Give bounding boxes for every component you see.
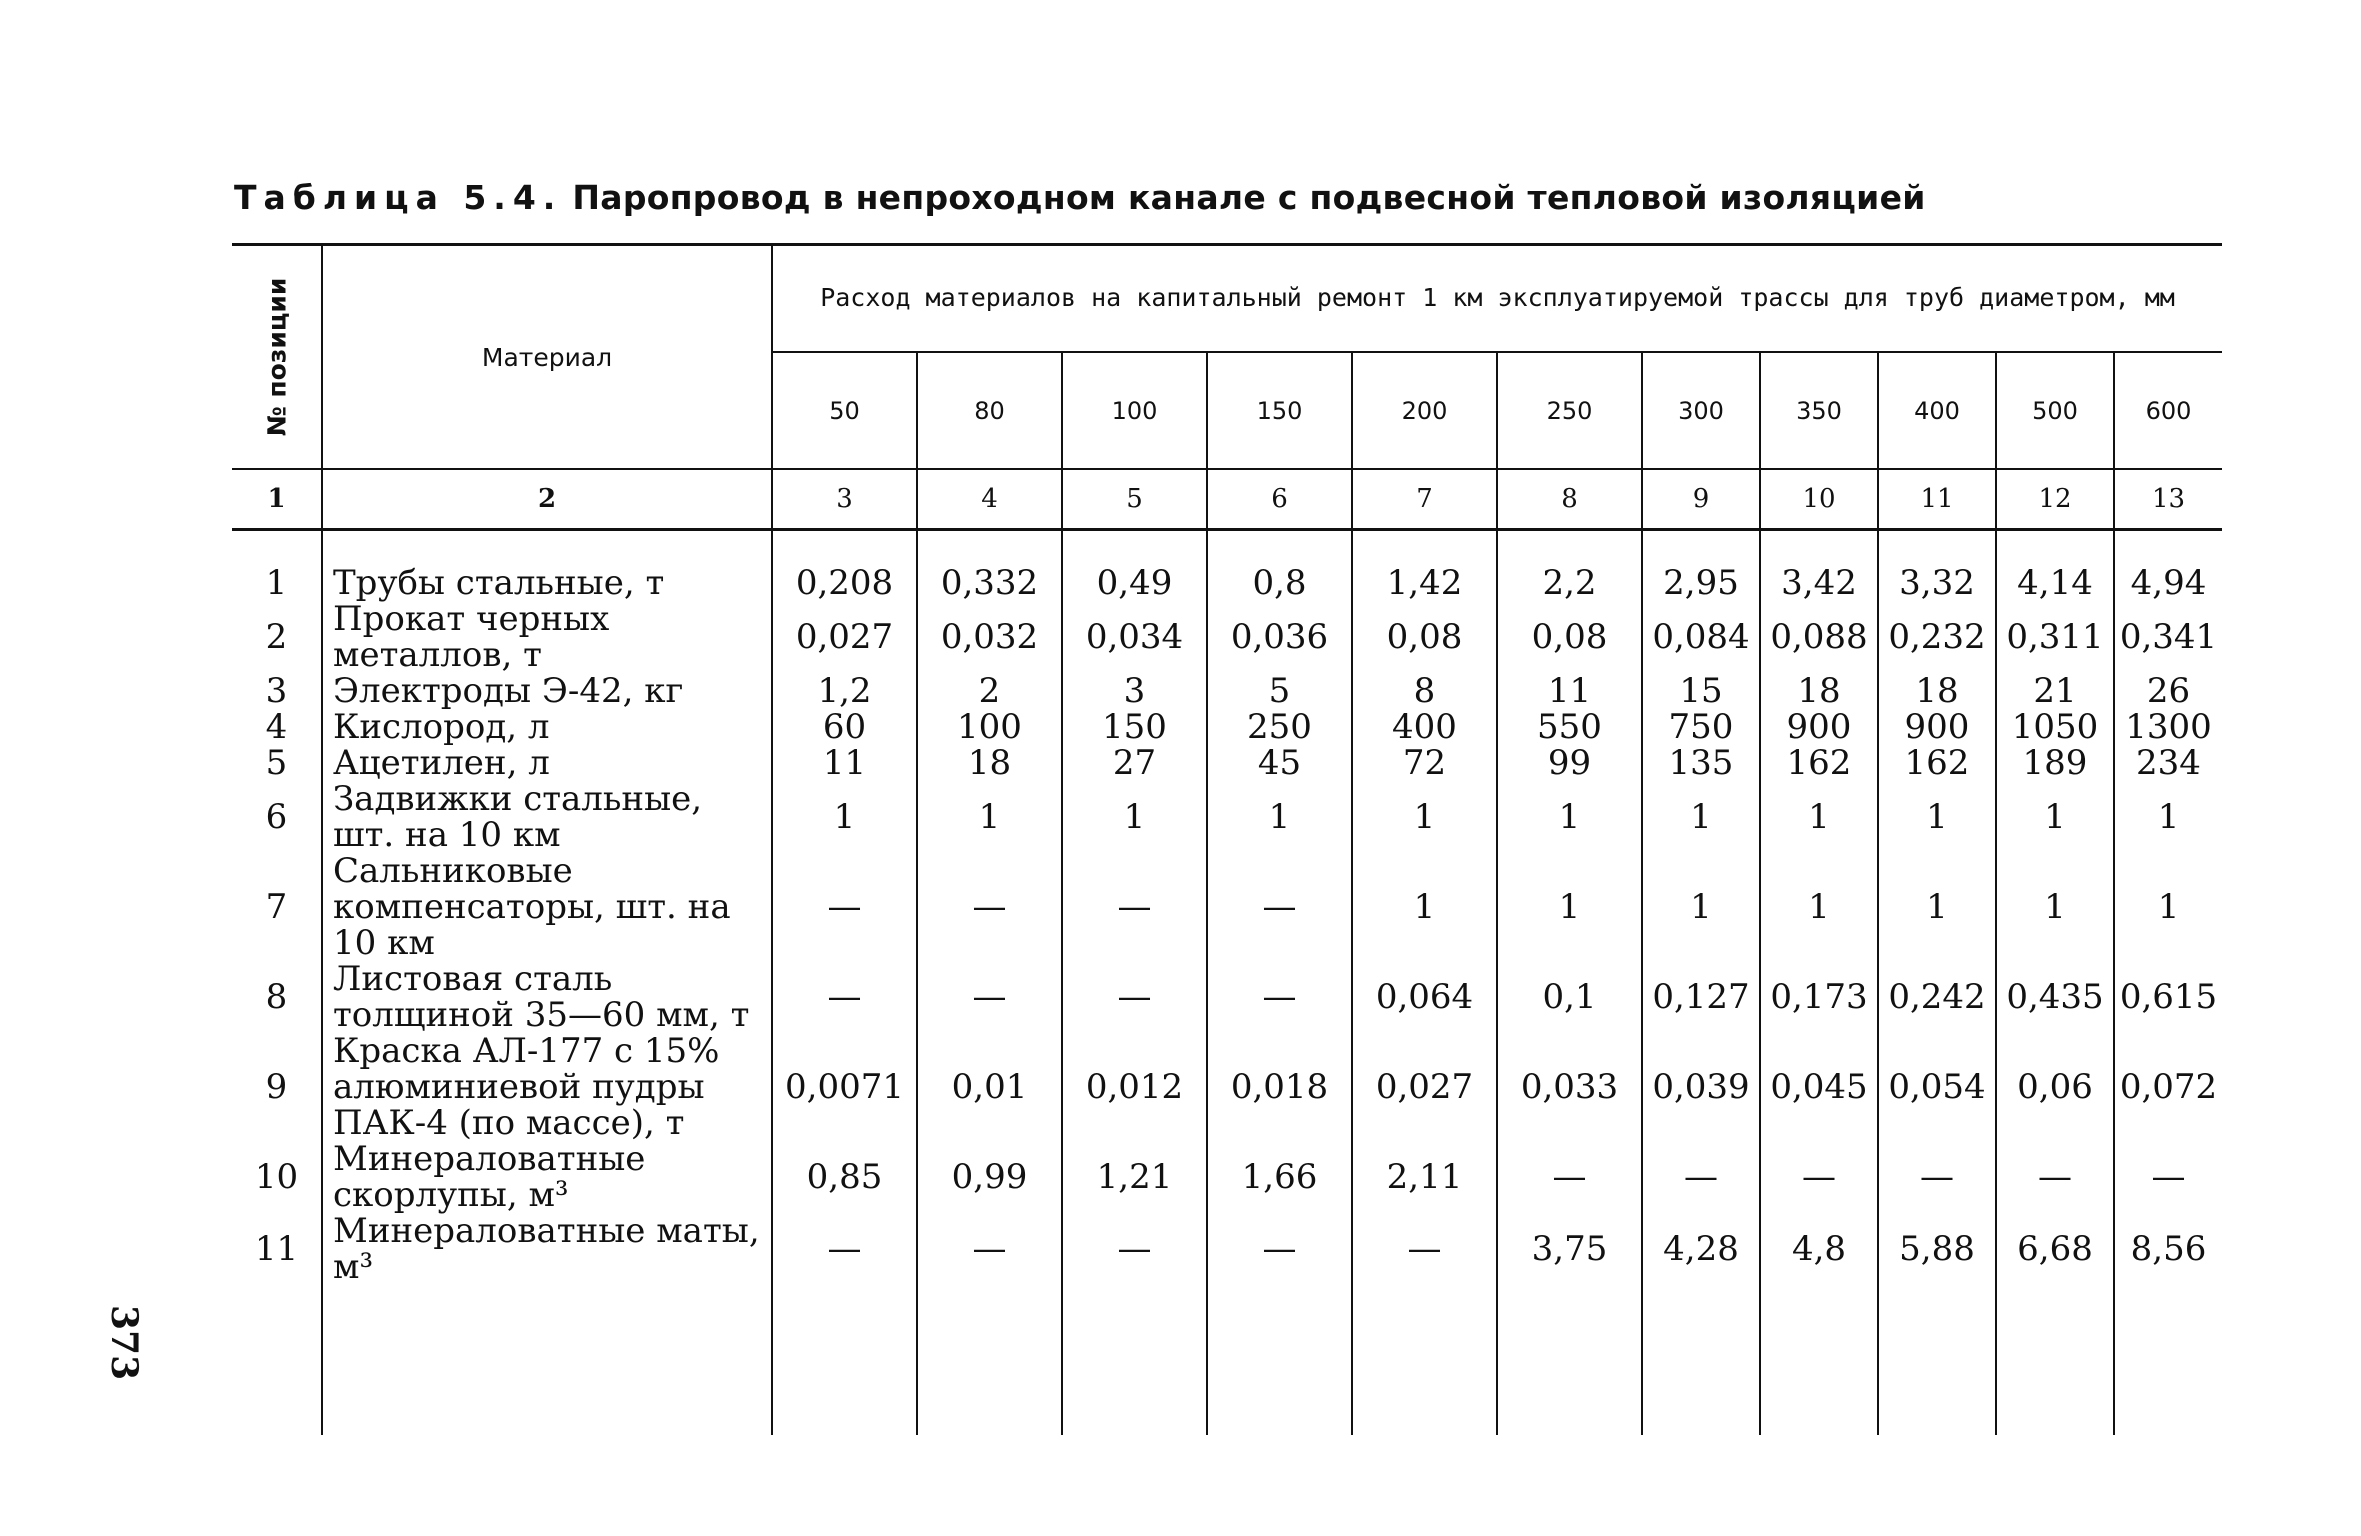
- table-row: [232, 601, 2222, 673]
- column-number: 7: [1352, 469, 1497, 530]
- row-value: 0,311: [1996, 601, 2114, 673]
- row-value: 1: [2157, 887, 2180, 927]
- header-row-span: [232, 245, 2222, 353]
- filler-cell: [1207, 1285, 1352, 1435]
- row-value: 1: [1497, 853, 1642, 961]
- row-value: 0,027: [1352, 1033, 1497, 1141]
- row-value: 11: [772, 745, 917, 781]
- row-position: 1: [232, 530, 322, 602]
- row-value: 0,018: [1207, 1033, 1352, 1141]
- row-value: —: [1497, 1141, 1642, 1213]
- row-value: 0,012: [1062, 1033, 1207, 1141]
- row-value: 11: [1497, 673, 1642, 709]
- row-value: 0,232: [1878, 601, 1996, 673]
- page-number: 373: [103, 1305, 145, 1381]
- table-row: [232, 530, 2222, 602]
- column-number: 10: [1760, 469, 1878, 530]
- row-value: 0,034: [1062, 601, 1207, 673]
- row-value: 0,08: [1497, 601, 1642, 673]
- row-value: —: [772, 961, 917, 1033]
- row-value: —: [917, 1213, 1062, 1285]
- row-value: 1: [772, 781, 917, 853]
- row-material: Сальниковые компенсаторы, шт. на 10 км: [322, 853, 772, 961]
- row-value: —: [1207, 853, 1352, 961]
- table-filler-row: [232, 1285, 2222, 1435]
- header-diameter: 150: [1207, 352, 1352, 469]
- filler-cell: [917, 1285, 1062, 1435]
- row-value: 189: [1996, 745, 2114, 781]
- row-value: 0,173: [1760, 961, 1878, 1033]
- header-diameter: 80: [917, 352, 1062, 469]
- row-material: Прокат черных металлов, т: [322, 601, 772, 673]
- row-value: 0,49: [1062, 530, 1207, 602]
- row-value: 1: [1760, 781, 1878, 853]
- row-value: 1: [1760, 853, 1878, 961]
- row-value: 0,054: [1878, 1033, 1996, 1141]
- column-number: 9: [1642, 469, 1760, 530]
- row-value: —: [772, 853, 917, 961]
- row-material: Кислород, л: [322, 709, 772, 745]
- row-value: 21: [1996, 673, 2114, 709]
- row-material: Задвижки стальные, шт. на 10 км: [322, 781, 772, 853]
- row-value: 900: [1878, 709, 1996, 745]
- row-material: Минераловатные скорлупы, м³: [322, 1141, 772, 1213]
- row-value: —: [917, 961, 1062, 1033]
- row-value: 1: [1497, 781, 1642, 853]
- table-row: [232, 709, 2222, 745]
- row-value: 5: [1207, 673, 1352, 709]
- header-diameter: 500: [1996, 352, 2114, 469]
- row-value: 0,072: [2119, 1067, 2218, 1107]
- table-caption-title: Паропровод в непроходном канале с подвесной тепловой изоляцией: [572, 178, 1926, 217]
- row-value: 0,0071: [772, 1033, 917, 1141]
- column-number: 8: [1497, 469, 1642, 530]
- table-row: [232, 961, 2222, 1033]
- column-number: 6: [1207, 469, 1352, 530]
- row-value: 1: [917, 781, 1062, 853]
- row-value: 0,08: [1352, 601, 1497, 673]
- column-number: 12: [1996, 469, 2114, 530]
- header-position: [232, 245, 322, 470]
- row-value: 0,027: [772, 601, 917, 673]
- row-position: 10: [232, 1141, 322, 1213]
- row-position: 8: [232, 961, 322, 1033]
- row-value: 4,94: [2130, 563, 2207, 603]
- row-value: 750: [1642, 709, 1760, 745]
- column-number: 11: [1878, 469, 1996, 530]
- row-value: —: [1878, 1141, 1996, 1213]
- table-caption: [234, 178, 1926, 217]
- row-value: 15: [1642, 673, 1760, 709]
- row-value: 0,06: [1996, 1033, 2114, 1141]
- table-row: [232, 1213, 2222, 1285]
- row-value: 2,2: [1497, 530, 1642, 602]
- column-number: 2: [322, 469, 772, 530]
- row-value: 1: [1352, 853, 1497, 961]
- row-value: —: [917, 853, 1062, 961]
- row-value: 0,85: [772, 1141, 917, 1213]
- header-diameter: 350: [1760, 352, 1878, 469]
- table-container: [232, 243, 2222, 1435]
- row-value: 162: [1760, 745, 1878, 781]
- column-number: 3: [772, 469, 917, 530]
- row-value: —: [1062, 1213, 1207, 1285]
- row-value: 234: [2136, 743, 2201, 783]
- row-value: 162: [1878, 745, 1996, 781]
- row-value: 1,42: [1352, 530, 1497, 602]
- row-material: Ацетилен, л: [322, 745, 772, 781]
- filler-cell: [772, 1285, 917, 1435]
- filler-cell: [1062, 1285, 1207, 1435]
- row-value: 18: [1760, 673, 1878, 709]
- filler-cell: [1996, 1285, 2114, 1435]
- row-value: 3: [1062, 673, 1207, 709]
- row-value: 0,208: [772, 530, 917, 602]
- row-position: 6: [232, 781, 322, 853]
- filler-cell: [322, 1285, 772, 1435]
- row-value: —: [1760, 1141, 1878, 1213]
- row-value: 1: [1062, 781, 1207, 853]
- row-value: 0,341: [2119, 617, 2218, 657]
- table-row: [232, 1033, 2222, 1141]
- row-value: —: [1642, 1141, 1760, 1213]
- row-value: 72: [1352, 745, 1497, 781]
- row-value: 400: [1352, 709, 1497, 745]
- row-value: 6,68: [1996, 1213, 2114, 1285]
- filler-cell: [1760, 1285, 1878, 1435]
- row-position: 5: [232, 745, 322, 781]
- row-value: 0,127: [1642, 961, 1760, 1033]
- column-number: 1: [232, 469, 322, 530]
- row-value: 1300: [2125, 707, 2212, 747]
- row-value: 0,084: [1642, 601, 1760, 673]
- row-value: 26: [2146, 671, 2191, 711]
- table-row: [232, 745, 2222, 781]
- table-row: [232, 1141, 2222, 1213]
- filler-cell: [1352, 1285, 1497, 1435]
- row-position: 2: [232, 601, 322, 673]
- header-diameter: 200: [1352, 352, 1497, 469]
- row-value: 4,28: [1642, 1213, 1760, 1285]
- row-value: 0,032: [917, 601, 1062, 673]
- row-value: 1: [1642, 781, 1760, 853]
- row-value: 60: [772, 709, 917, 745]
- row-value: 0,033: [1497, 1033, 1642, 1141]
- row-value: 900: [1760, 709, 1878, 745]
- header-row-column-numbers: [232, 469, 2222, 530]
- row-value: 27: [1062, 745, 1207, 781]
- row-value: 8,56: [2130, 1229, 2207, 1269]
- row-value: 0,332: [917, 530, 1062, 602]
- header-diameter: 300: [1642, 352, 1760, 469]
- row-position: 7: [232, 853, 322, 961]
- row-value: 2,95: [1642, 530, 1760, 602]
- filler-cell: [1878, 1285, 1996, 1435]
- row-value: 1050: [1996, 709, 2114, 745]
- row-value: 3,42: [1760, 530, 1878, 602]
- row-position: 9: [232, 1033, 322, 1141]
- row-value: 0,8: [1207, 530, 1352, 602]
- row-material: Минераловатные маты, м³: [322, 1213, 772, 1285]
- row-value: 18: [917, 745, 1062, 781]
- row-value: 1: [1996, 853, 2114, 961]
- row-value: 0,045: [1760, 1033, 1878, 1141]
- row-value: 2: [917, 673, 1062, 709]
- row-value: 1: [1878, 781, 1996, 853]
- table-row: [232, 853, 2222, 961]
- row-value: 0,615: [2119, 977, 2218, 1017]
- row-position: 4: [232, 709, 322, 745]
- row-value: 1,21: [1062, 1141, 1207, 1213]
- filler-cell: [2114, 1285, 2222, 1435]
- row-value: 135: [1642, 745, 1760, 781]
- row-value: 1: [1207, 781, 1352, 853]
- row-value: 4,8: [1760, 1213, 1878, 1285]
- table-row: [232, 673, 2222, 709]
- row-value: 1: [1996, 781, 2114, 853]
- row-material: Краска АЛ-177 с 15% алюминиевой пудры ПАК-4 (по массе), т: [322, 1033, 772, 1141]
- row-value: 1,66: [1207, 1141, 1352, 1213]
- row-material: Листовая сталь толщиной 35—60 мм, т: [322, 961, 772, 1033]
- row-value: 2,11: [1352, 1141, 1497, 1213]
- row-value: 0,01: [917, 1033, 1062, 1141]
- row-position: 3: [232, 673, 322, 709]
- row-value: —: [1352, 1213, 1497, 1285]
- row-value: 18: [1878, 673, 1996, 709]
- row-value: —: [2151, 1157, 2186, 1197]
- row-value: 0,1: [1497, 961, 1642, 1033]
- row-value: 1: [1352, 781, 1497, 853]
- row-value: 0,039: [1642, 1033, 1760, 1141]
- row-value: 1,2: [772, 673, 917, 709]
- row-value: 1: [1642, 853, 1760, 961]
- column-number: 4: [917, 469, 1062, 530]
- row-value: 3,75: [1497, 1213, 1642, 1285]
- filler-cell: [1642, 1285, 1760, 1435]
- table-caption-label: Таблица 5.4.: [234, 178, 563, 217]
- column-number: 5: [1062, 469, 1207, 530]
- row-value: 8: [1352, 673, 1497, 709]
- row-value: 99: [1497, 745, 1642, 781]
- header-diameter: 250: [1497, 352, 1642, 469]
- row-value: 45: [1207, 745, 1352, 781]
- materials-table: [232, 243, 2222, 1435]
- row-value: —: [1996, 1141, 2114, 1213]
- row-value: —: [1062, 961, 1207, 1033]
- header-diameter: 100: [1062, 352, 1207, 469]
- row-value: 1: [1878, 853, 1996, 961]
- row-position: 11: [232, 1213, 322, 1285]
- row-value: 150: [1062, 709, 1207, 745]
- row-value: 0,99: [917, 1141, 1062, 1213]
- row-value: —: [1207, 1213, 1352, 1285]
- row-value: —: [1062, 853, 1207, 961]
- header-diameter: 400: [1878, 352, 1996, 469]
- row-value: —: [1207, 961, 1352, 1033]
- row-material: Электроды Э-42, кг: [322, 673, 772, 709]
- row-value: —: [772, 1213, 917, 1285]
- row-material: Трубы стальные, т: [322, 530, 772, 602]
- row-value: 100: [917, 709, 1062, 745]
- row-value: 550: [1497, 709, 1642, 745]
- column-number: 13: [2114, 469, 2222, 530]
- header-diameter: 600: [2114, 352, 2222, 469]
- row-value: 4,14: [1996, 530, 2114, 602]
- row-value: 0,435: [1996, 961, 2114, 1033]
- table-row: [232, 781, 2222, 853]
- header-consumption-span: Расход материалов на капитальный ремонт 1 км эксплуатируемой трассы для труб диаметром, мм: [772, 245, 2222, 353]
- row-value: 3,32: [1878, 530, 1996, 602]
- header-position-label: № позиции: [262, 277, 291, 437]
- row-value: 0,088: [1760, 601, 1878, 673]
- filler-cell: [232, 1285, 322, 1435]
- row-value: 0,242: [1878, 961, 1996, 1033]
- filler-cell: [1497, 1285, 1642, 1435]
- row-value: 250: [1207, 709, 1352, 745]
- row-value: 0,064: [1352, 961, 1497, 1033]
- table-body: [232, 530, 2222, 1436]
- row-value: 0,036: [1207, 601, 1352, 673]
- row-value: 5,88: [1878, 1213, 1996, 1285]
- header-diameter: 50: [772, 352, 917, 469]
- row-value: 1: [2157, 797, 2180, 837]
- header-material: Материал: [322, 245, 772, 470]
